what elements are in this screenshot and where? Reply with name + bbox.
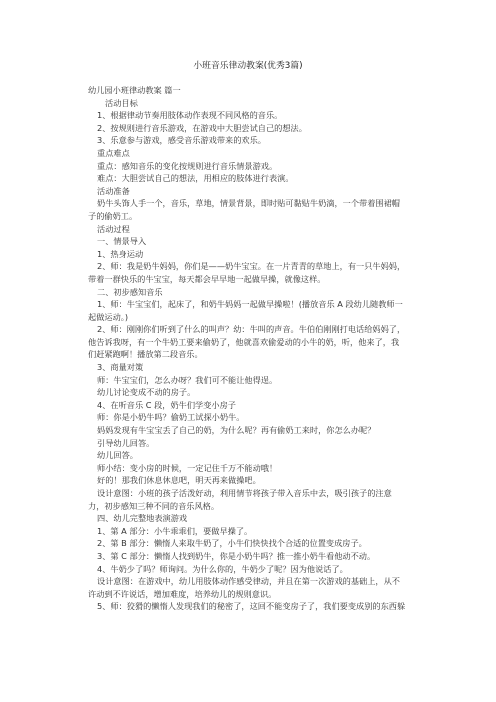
paragraph-line: 引导幼儿回答。 [97, 437, 155, 448]
paragraph-line: 5、师：狡猾的懒惰人发现我们的秘密了，这回不能变房子了，我们要变成别的东西躲 [97, 601, 406, 612]
paragraph-line: 2、按规则进行音乐游戏，在游戏中大胆尝试自己的想法。 [97, 122, 307, 133]
paragraph-line: 设计意图：小班的孩子活泼好动，利用情节将孩子带入音乐中去，吸引孩子的注意力，初步感知三种不同的音乐风格。 [88, 488, 392, 511]
document-title: 小班音乐律动教案(优秀3篇) [193, 61, 303, 71]
document-body [88, 84, 406, 613]
paragraph-line: 二、初步感知音乐 [97, 286, 163, 297]
paragraph-line: 1、第 A 部分：小牛乖乖们，要做早操了。 [97, 525, 253, 536]
paragraph-line: 重点：感知音乐的变化按规则进行音乐情景游戏。 [97, 160, 278, 171]
paragraph-line: 妈妈发现有牛宝宝丢了自己的奶，为什么呢？再有偷奶工来时，你怎么办呢？ [97, 425, 376, 436]
paragraph-line: 幼儿讨论变成不动的房子。 [97, 387, 196, 398]
paragraph-line: 设计意图：在游戏中，幼儿用肢体动作感受律动，并且在第一次游戏的基础上，从不许动到不许说话，增加难度，培养幼儿的规则意识。 [88, 576, 400, 599]
paragraph-line: 师：牛宝宝们，怎么办呀？我们可不能让他得逞。 [97, 374, 278, 385]
paragraph-line: 师小结：变小房的时候，一定记住千万不能动哦！ [97, 462, 278, 473]
paragraph-line: 2、师：我是奶牛妈妈，你们是——奶牛宝宝。在一片青青的草地上，有一只牛妈妈，带着一群快乐的牛宝宝，每天都会早早地一起做早操，就像这样。 [88, 261, 406, 284]
section-heading: 幼儿园小班律动教案 篇一 [88, 85, 181, 95]
paragraph-line: 活动准备 [97, 185, 130, 196]
paragraph-line: 师：你是小奶牛吗？偷奶工试探小奶牛。 [97, 412, 245, 423]
paragraph-line: 活动过程 [97, 223, 130, 234]
paragraph-line: 3、乐意参与游戏，感受音乐游戏带来的欢乐。 [97, 135, 266, 146]
paragraph-line: 4、在听音乐 C 段，奶牛们学变小房子 [97, 399, 236, 410]
paragraph-line: 幼儿回答。 [97, 450, 138, 461]
paragraph-line: 活动目标 [105, 97, 138, 108]
paragraph-line: 1、热身运动 [97, 248, 144, 259]
paragraph-line: 3、第 C 部分：懒惰人找到奶牛，你是小奶牛吗？推一推小奶牛看他动不动。 [97, 550, 376, 561]
paragraph-line: 重点难点 [97, 147, 130, 158]
paragraph-line: 3、商量对策 [97, 362, 144, 373]
paragraph-line: 好的！那我们休息休息吧，明天再来做操吧。 [97, 475, 261, 486]
paragraph-line: 4、牛奶少了吗？师询问。为什么你的，牛奶少了呢？因为他说话了。 [97, 563, 348, 574]
paragraph-line: 1、师：牛宝宝们，起床了，和奶牛妈妈一起做早操啦！(播放音乐 A 段幼儿随教师一起做运动。) [88, 299, 403, 322]
paragraph-line: 奶牛头饰人手一个，音乐，草地，情景背景，即时贴可黏贴牛奶滴，一个带着围裙帽子的偷奶工。 [88, 198, 400, 221]
paragraph-line: 难点：大胆尝试自己的想法，用相应的肢体进行表演。 [97, 173, 294, 184]
paragraph-line: 2、第 B 部分：懒惰人来取牛奶了，小牛们快快找个合适的位置变成房子。 [97, 538, 367, 549]
paragraph-line: 四、幼儿完整地表演游戏 [97, 513, 188, 524]
paragraph-line: 一、情景导入 [97, 236, 147, 247]
paragraph-line: 2、师：刚刚你们听到了什么的叫声？幼：牛叫的声音。牛伯伯刚刚打电话给妈妈了，他告诉我呀，有一个牛奶工要来偷奶了，他就喜欢偷爱动的小牛的奶，听，他来了，我们赶紧跑啊！播放第二段音乐。 [88, 324, 406, 360]
paragraph-line: 1、根据律动节奏用肢体动作表现不同风格的音乐。 [97, 110, 283, 121]
